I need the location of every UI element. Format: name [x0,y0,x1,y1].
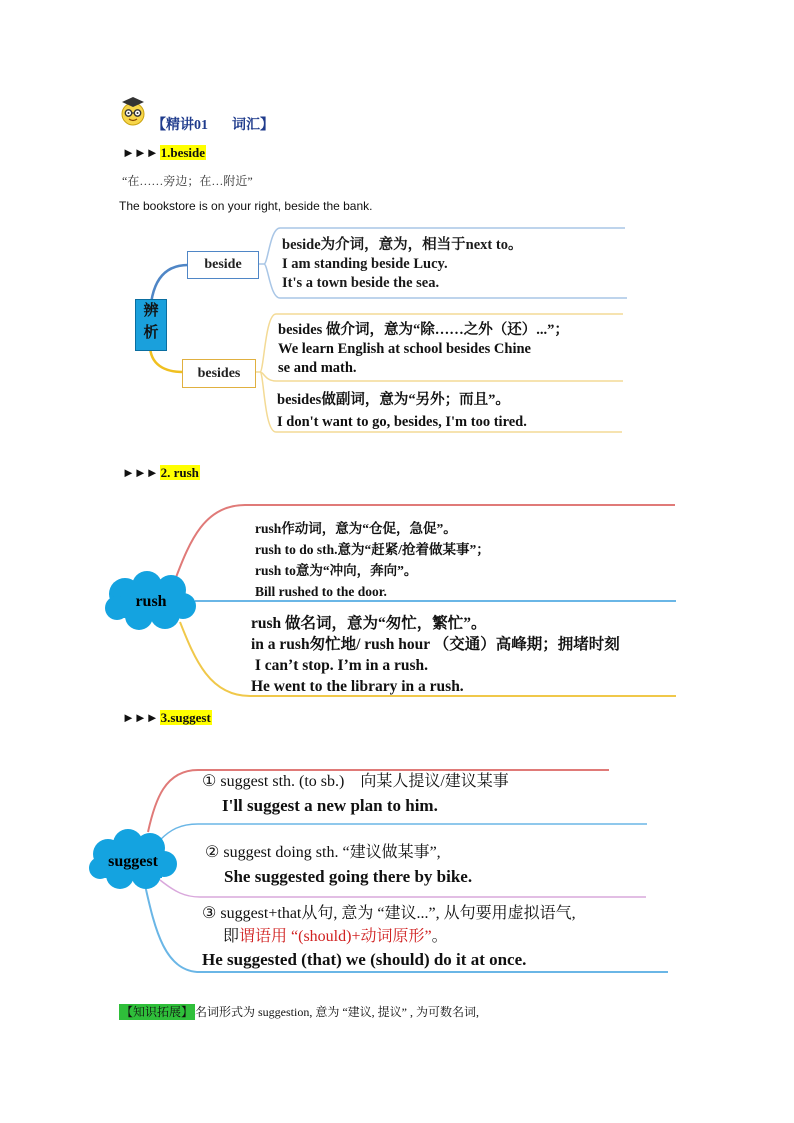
rush-cloud-label: rush [135,593,167,610]
besides-adv-text: besides做副词，意为“另外；而且”。 I don't want to go, besides, I'm too tired. [277,392,527,430]
knowledge-extension [119,1003,479,1020]
beside-branch-text: beside为介词，意为，相当于next to。 I am standing beside Lucy. It's a town beside the sea. [282,237,523,291]
analysis-node: 辨 析 [135,299,167,351]
section-title-beside: ►►► 1.beside [122,145,206,160]
suggest-item-1: ① suggest sth. (to sb.) 向某人提议/建议某事 I'll suggest a new plan to him. [202,773,509,815]
section-title-suggest: ►►► 3.suggest [122,710,211,725]
rush-cloud-icon [103,570,199,632]
rush-verb-text: rush作动词，意为“仓促，急促”。 rush to do sth.意为“赶紧/抢着做某事”； rush to意为“冲向，奔向”。 Bill rushed to the door. [255,521,490,599]
suggest-item-3: ③ suggest+that从句, 意为 “建议...”, 从句要用虚拟语气, 即谓语用 “(should)+动词原形”。 He suggested (that) we (should) do it at once. [202,905,576,969]
besides-prep-text: besides 做介词，意为“除……之外（还）...”； We learn English at school besides Chine se and math. [278,322,569,376]
section-title-rush: ►►► 2. rush [122,465,199,480]
suggest-cloud-icon [88,828,178,892]
lesson-title: 【精讲01 词汇】 [152,118,274,133]
extension-text: 名词形式为 suggestion, 意为 “建议, 提议” , 为可数名词, [195,1005,480,1019]
beside-node: beside [187,251,259,279]
extension-tag: 【知识拓展】 [121,1005,194,1019]
suggest-cloud-label: suggest [108,853,158,870]
besides-node: besides [182,359,256,388]
suggest-item-2: ② suggest doing sth. “建议做某事”, She suggested going there by bike. [205,844,473,886]
student-emoji-icon [119,96,149,126]
rush-noun-text: rush 做名词，意为“匆忙，繁忙”。 in a rush匆忙地/ rush hour （交通）高峰期；拥堵时刻 I can’t stop. I’m in a rush. He went to the library in a rush. [251,615,620,695]
beside-meaning: “在……旁边；在…附近” [122,174,253,188]
beside-example: The bookstore is on your right, beside the bank. [119,199,373,213]
